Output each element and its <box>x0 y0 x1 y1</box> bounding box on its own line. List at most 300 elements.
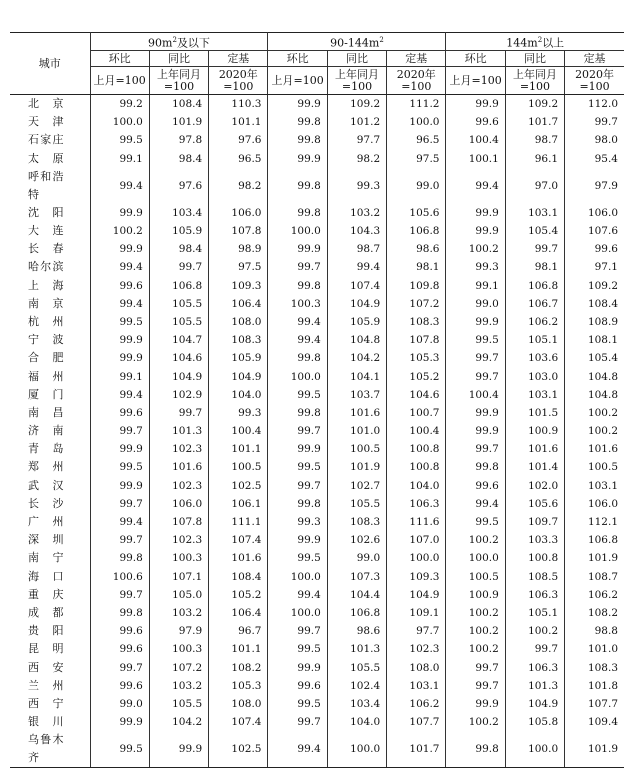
table-body <box>10 95 624 768</box>
index-value: 98.4 <box>149 150 208 168</box>
table-row <box>10 277 624 295</box>
index-value: 99.9 <box>268 150 327 168</box>
index-value: 97.9 <box>594 179 618 192</box>
table-row <box>10 677 624 695</box>
group-header-large: $144m^2$以上 <box>446 33 624 51</box>
city-name: 南京 <box>10 295 90 313</box>
index-value: 107.4 <box>209 531 268 549</box>
index-value: 104.0 <box>327 713 386 731</box>
city-name: 长沙 <box>10 495 90 513</box>
index-value: 99.9 <box>446 695 505 713</box>
index-value: 106.2 <box>505 313 564 331</box>
index-value: 101.6 <box>505 440 564 458</box>
index-value: 106.4 <box>209 295 268 313</box>
index-value: 103.2 <box>149 604 208 622</box>
city-name: 昆明 <box>10 640 90 658</box>
index-value: 99.6 <box>446 113 505 131</box>
index-value: 104.9 <box>149 367 208 385</box>
index-value: 99.4 <box>268 331 327 349</box>
table-row <box>10 404 624 422</box>
index-value: 101.7 <box>387 731 446 768</box>
index-value: 99.4 <box>90 168 149 204</box>
sub-header: 定基 <box>387 51 446 67</box>
index-value: 105.5 <box>149 695 208 713</box>
index-value: 99.8 <box>268 131 327 149</box>
index-value: 106.4 <box>209 604 268 622</box>
table-row <box>10 204 624 222</box>
index-value: 98.2 <box>327 150 386 168</box>
index-value: 102.6 <box>327 531 386 549</box>
sub-header: 定基 <box>209 51 268 67</box>
index-value: 108.4 <box>209 568 268 586</box>
index-value: 99.3 <box>446 258 505 276</box>
index-value: 107.8 <box>387 331 446 349</box>
index-value: 109.7 <box>505 513 564 531</box>
city-name: 沈阳 <box>10 204 90 222</box>
index-value: 103.3 <box>505 531 564 549</box>
city-name: 宁波 <box>10 331 90 349</box>
index-value: 105.5 <box>149 313 208 331</box>
table-row <box>10 367 624 385</box>
table-row <box>10 731 624 768</box>
index-value: 99.6 <box>90 404 149 422</box>
index-value: 103.2 <box>327 204 386 222</box>
index-value: 99.9 <box>90 349 149 367</box>
index-value: 104.3 <box>327 222 386 240</box>
index-value: 99.0 <box>446 295 505 313</box>
index-value: 100.9 <box>505 422 564 440</box>
index-value: 99.7 <box>268 258 327 276</box>
index-value: 106.3 <box>505 658 564 676</box>
table-row <box>10 586 624 604</box>
index-value: 99.5 <box>268 640 327 658</box>
index-value: 99.8 <box>268 495 327 513</box>
index-value: 102.5 <box>209 731 268 768</box>
base-header: 上月=100 <box>268 67 327 95</box>
table-row <box>10 658 624 676</box>
index-value: 98.1 <box>387 258 446 276</box>
index-value: 105.2 <box>209 586 268 604</box>
index-value: 105.2 <box>387 367 446 385</box>
index-value: 99.9 <box>268 658 327 676</box>
index-value: 105.9 <box>149 222 208 240</box>
index-value: 101.6 <box>209 549 268 567</box>
index-value: 106.8 <box>505 277 564 295</box>
sub-header: 同比 <box>327 51 386 67</box>
index-value: 105.3 <box>387 349 446 367</box>
index-value: 99.7 <box>446 349 505 367</box>
index-value: 99.7 <box>268 713 327 731</box>
index-value: 101.7 <box>505 113 564 131</box>
city-name: 郑州 <box>10 458 90 476</box>
index-value: 108.7 <box>587 570 618 583</box>
index-value: 104.9 <box>209 367 268 385</box>
table-row <box>10 113 624 131</box>
city-name: 兰州 <box>10 677 90 695</box>
index-value: 99.3 <box>327 168 386 204</box>
index-value: 101.2 <box>327 113 386 131</box>
index-value: 105.4 <box>587 352 618 365</box>
index-value: 98.6 <box>387 240 446 258</box>
base-header: 2020年=100 <box>565 67 624 95</box>
index-value: 100.6 <box>90 568 149 586</box>
index-value: 97.5 <box>387 150 446 168</box>
index-value: 99.5 <box>90 131 149 149</box>
index-value: 102.3 <box>149 477 208 495</box>
index-value: 99.7 <box>446 440 505 458</box>
index-value: 104.8 <box>587 370 618 383</box>
index-value: 105.4 <box>505 222 564 240</box>
index-value: 97.6 <box>149 168 208 204</box>
index-value: 102.0 <box>505 477 564 495</box>
index-value: 99.7 <box>446 367 505 385</box>
index-value: 108.9 <box>587 315 618 328</box>
index-value: 109.2 <box>327 95 386 114</box>
index-value: 104.2 <box>327 349 386 367</box>
index-value: 98.8 <box>594 625 618 638</box>
city-name: 济南 <box>10 422 90 440</box>
index-value: 99.7 <box>268 422 327 440</box>
index-value: 99.5 <box>268 695 327 713</box>
city-name: 厦门 <box>10 386 90 404</box>
index-value: 101.3 <box>327 640 386 658</box>
index-value: 99.4 <box>90 258 149 276</box>
index-value: 108.3 <box>327 513 386 531</box>
index-value: 100.0 <box>505 731 564 768</box>
city-name: 重庆 <box>10 586 90 604</box>
index-value: 100.4 <box>387 422 446 440</box>
city-name: 青岛 <box>10 440 90 458</box>
index-value: 103.1 <box>505 204 564 222</box>
index-value: 100.5 <box>446 568 505 586</box>
index-value: 108.4 <box>587 297 618 310</box>
city-name: 石家庄 <box>10 131 90 149</box>
index-value: 98.9 <box>209 240 268 258</box>
sub-header: 环比 <box>268 51 327 67</box>
index-value: 100.2 <box>446 240 505 258</box>
index-value: 100.0 <box>446 549 505 567</box>
index-value: 99.9 <box>446 95 505 114</box>
index-value: 104.0 <box>387 477 446 495</box>
index-value: 100.2 <box>90 222 149 240</box>
index-value: 96.5 <box>387 131 446 149</box>
index-value: 99.5 <box>90 458 149 476</box>
index-value: 99.7 <box>268 622 327 640</box>
index-value: 99.4 <box>90 386 149 404</box>
index-value: 107.8 <box>149 513 208 531</box>
index-value: 105.5 <box>327 658 386 676</box>
index-value: 101.1 <box>209 640 268 658</box>
index-value: 106.7 <box>505 295 564 313</box>
index-value: 100.1 <box>446 150 505 168</box>
index-value: 107.7 <box>587 697 618 710</box>
index-value: 112.1 <box>587 516 618 529</box>
index-value: 98.6 <box>327 622 386 640</box>
index-value: 99.7 <box>90 422 149 440</box>
index-value: 100.0 <box>268 568 327 586</box>
index-value: 99.9 <box>90 440 149 458</box>
index-value: 100.2 <box>446 622 505 640</box>
index-value: 99.0 <box>327 549 386 567</box>
index-value: 107.0 <box>387 531 446 549</box>
index-value: 109.1 <box>387 604 446 622</box>
index-value: 99.8 <box>268 404 327 422</box>
index-value: 108.0 <box>209 313 268 331</box>
index-value: 108.5 <box>505 568 564 586</box>
sub-header: 定基 <box>565 51 624 67</box>
index-value: 104.7 <box>149 331 208 349</box>
index-value: 102.5 <box>209 477 268 495</box>
index-value: 100.7 <box>387 404 446 422</box>
header-base-row <box>10 67 624 95</box>
index-value: 103.2 <box>149 677 208 695</box>
index-value: 104.1 <box>327 367 386 385</box>
index-value: 101.9 <box>149 113 208 131</box>
index-value: 98.7 <box>505 131 564 149</box>
index-value: 100.5 <box>327 440 386 458</box>
index-value: 99.6 <box>446 477 505 495</box>
index-value: 103.1 <box>387 677 446 695</box>
index-value: 104.9 <box>387 586 446 604</box>
table-row <box>10 331 624 349</box>
index-value: 105.9 <box>209 349 268 367</box>
index-value: 99.7 <box>446 677 505 695</box>
index-value: 99.5 <box>90 731 149 768</box>
index-value: 100.4 <box>446 131 505 149</box>
index-value: 101.8 <box>587 679 618 692</box>
index-value: 107.4 <box>327 277 386 295</box>
index-value: 99.5 <box>268 386 327 404</box>
city-name: 长春 <box>10 240 90 258</box>
index-value: 105.1 <box>505 604 564 622</box>
index-value: 97.7 <box>327 131 386 149</box>
index-value: 99.4 <box>268 586 327 604</box>
index-value: 107.8 <box>209 222 268 240</box>
index-value: 99.7 <box>90 495 149 513</box>
table-row <box>10 549 624 567</box>
index-value: 111.2 <box>387 95 446 114</box>
index-value: 100.5 <box>209 458 268 476</box>
index-value: 102.3 <box>387 640 446 658</box>
table-row <box>10 604 624 622</box>
index-value: 100.0 <box>387 113 446 131</box>
index-value: 108.0 <box>209 695 268 713</box>
index-value: 100.3 <box>268 295 327 313</box>
index-value: 105.1 <box>505 331 564 349</box>
index-value: 106.2 <box>387 695 446 713</box>
index-value: 99.7 <box>149 258 208 276</box>
index-value: 105.5 <box>327 495 386 513</box>
index-value: 99.7 <box>90 586 149 604</box>
index-value: 99.9 <box>446 313 505 331</box>
index-value: 108.1 <box>587 334 618 347</box>
index-value: 109.2 <box>505 95 564 114</box>
city-name: 南昌 <box>10 404 90 422</box>
index-value: 100.0 <box>268 604 327 622</box>
base-header: 上年同月=100 <box>149 67 208 95</box>
index-value: 101.6 <box>587 443 618 456</box>
index-value: 107.7 <box>387 713 446 731</box>
index-value: 109.8 <box>387 277 446 295</box>
index-value: 101.5 <box>505 404 564 422</box>
index-value: 97.9 <box>149 622 208 640</box>
index-value: 99.4 <box>446 495 505 513</box>
index-value: 100.2 <box>446 604 505 622</box>
table-row <box>10 95 624 114</box>
index-value: 99.9 <box>90 204 149 222</box>
index-value: 106.8 <box>587 534 618 547</box>
index-value: 107.4 <box>209 713 268 731</box>
index-value: 99.8 <box>90 549 149 567</box>
index-value: 99.8 <box>268 168 327 204</box>
index-value: 101.4 <box>505 458 564 476</box>
index-value: 99.0 <box>90 695 149 713</box>
city-name: 哈尔滨 <box>10 258 90 276</box>
index-value: 99.3 <box>268 513 327 531</box>
city-name: 深圳 <box>10 531 90 549</box>
index-value: 99.1 <box>90 150 149 168</box>
index-value: 101.9 <box>565 731 624 768</box>
index-value: 107.6 <box>587 225 618 238</box>
city-name: 武汉 <box>10 477 90 495</box>
index-value: 99.4 <box>327 258 386 276</box>
table-row <box>10 313 624 331</box>
index-value: 100.0 <box>90 113 149 131</box>
index-value: 101.0 <box>327 422 386 440</box>
city-name: 成都 <box>10 604 90 622</box>
index-value: 101.6 <box>149 458 208 476</box>
index-value: 100.0 <box>387 549 446 567</box>
index-value: 99.6 <box>90 640 149 658</box>
table-row <box>10 150 624 168</box>
city-name: 合肥 <box>10 349 90 367</box>
index-value: 100.8 <box>387 440 446 458</box>
city-name: 南宁 <box>10 549 90 567</box>
table-row <box>10 495 624 513</box>
table-row <box>10 258 624 276</box>
index-value: 100.2 <box>587 406 618 419</box>
index-value: 97.7 <box>387 622 446 640</box>
index-value: 99.9 <box>446 404 505 422</box>
base-header: 上月=100 <box>90 67 149 95</box>
index-value: 104.4 <box>327 586 386 604</box>
index-value: 107.2 <box>149 658 208 676</box>
city-name: 西宁 <box>10 695 90 713</box>
sub-header: 同比 <box>149 51 208 67</box>
index-value: 105.6 <box>505 495 564 513</box>
index-value: 99.7 <box>90 658 149 676</box>
index-value: 103.6 <box>505 349 564 367</box>
index-value: 99.8 <box>268 277 327 295</box>
index-value: 97.0 <box>505 168 564 204</box>
index-value: 104.9 <box>505 695 564 713</box>
index-value: 105.6 <box>387 204 446 222</box>
index-value: 108.2 <box>587 606 618 619</box>
index-value: 99.9 <box>268 531 327 549</box>
index-value: 106.8 <box>387 222 446 240</box>
index-value: 109.3 <box>387 568 446 586</box>
index-value: 106.0 <box>587 497 618 510</box>
index-value: 99.4 <box>268 731 327 768</box>
index-value: 99.9 <box>149 731 208 768</box>
base-header: 上年同月=100 <box>505 67 564 95</box>
index-value: 99.4 <box>90 513 149 531</box>
sub-header: 环比 <box>90 51 149 67</box>
sub-header: 环比 <box>446 51 505 67</box>
table-row <box>10 131 624 149</box>
city-name: 杭州 <box>10 313 90 331</box>
index-value: 106.3 <box>387 495 446 513</box>
index-value: 102.3 <box>149 440 208 458</box>
table-row <box>10 713 624 731</box>
index-value: 100.9 <box>446 586 505 604</box>
index-value: 103.7 <box>327 386 386 404</box>
index-value: 100.8 <box>387 458 446 476</box>
index-value: 95.4 <box>594 152 618 165</box>
index-value: 103.1 <box>505 386 564 404</box>
index-value: 96.7 <box>209 622 268 640</box>
index-value: 108.3 <box>587 661 618 674</box>
index-value: 103.4 <box>149 204 208 222</box>
index-value: 96.1 <box>505 150 564 168</box>
index-value: 99.5 <box>268 458 327 476</box>
index-value: 100.2 <box>446 531 505 549</box>
table-row <box>10 222 624 240</box>
index-value: 99.9 <box>90 331 149 349</box>
index-value: 100.8 <box>505 549 564 567</box>
header-group-row <box>10 33 624 51</box>
index-value: 106.8 <box>149 277 208 295</box>
index-value: 108.2 <box>209 658 268 676</box>
city-column-header: 城市 <box>10 33 90 95</box>
index-value: 99.6 <box>90 277 149 295</box>
index-value: 102.9 <box>149 386 208 404</box>
index-value: 98.4 <box>149 240 208 258</box>
index-value: 102.3 <box>149 531 208 549</box>
city-name: 贵阳 <box>10 622 90 640</box>
index-value: 100.0 <box>268 222 327 240</box>
index-value: 103.1 <box>587 479 618 492</box>
index-value: 108.3 <box>387 313 446 331</box>
index-value: 103.4 <box>327 695 386 713</box>
price-index-table-container <box>10 32 624 768</box>
index-value: 100.2 <box>505 622 564 640</box>
index-value: 107.2 <box>387 295 446 313</box>
index-value: 105.3 <box>209 677 268 695</box>
index-value: 99.6 <box>268 677 327 695</box>
city-name: 北京 <box>10 95 90 114</box>
index-value: 106.8 <box>327 604 386 622</box>
index-value: 100.0 <box>327 731 386 768</box>
index-value: 104.8 <box>587 388 618 401</box>
index-value: 101.0 <box>587 643 618 656</box>
index-value: 105.0 <box>149 586 208 604</box>
index-value: 100.2 <box>446 713 505 731</box>
index-value: 108.3 <box>209 331 268 349</box>
table-row <box>10 422 624 440</box>
index-value: 106.0 <box>149 495 208 513</box>
city-name: 海口 <box>10 568 90 586</box>
index-value: 112.0 <box>587 98 618 111</box>
index-value: 99.7 <box>594 116 618 129</box>
index-value: 99.7 <box>268 477 327 495</box>
city-name: 大连 <box>10 222 90 240</box>
index-value: 109.3 <box>209 277 268 295</box>
table-row <box>10 695 624 713</box>
index-value: 106.0 <box>209 204 268 222</box>
index-value: 104.6 <box>149 349 208 367</box>
city-name: 呼和浩特 <box>10 168 90 204</box>
